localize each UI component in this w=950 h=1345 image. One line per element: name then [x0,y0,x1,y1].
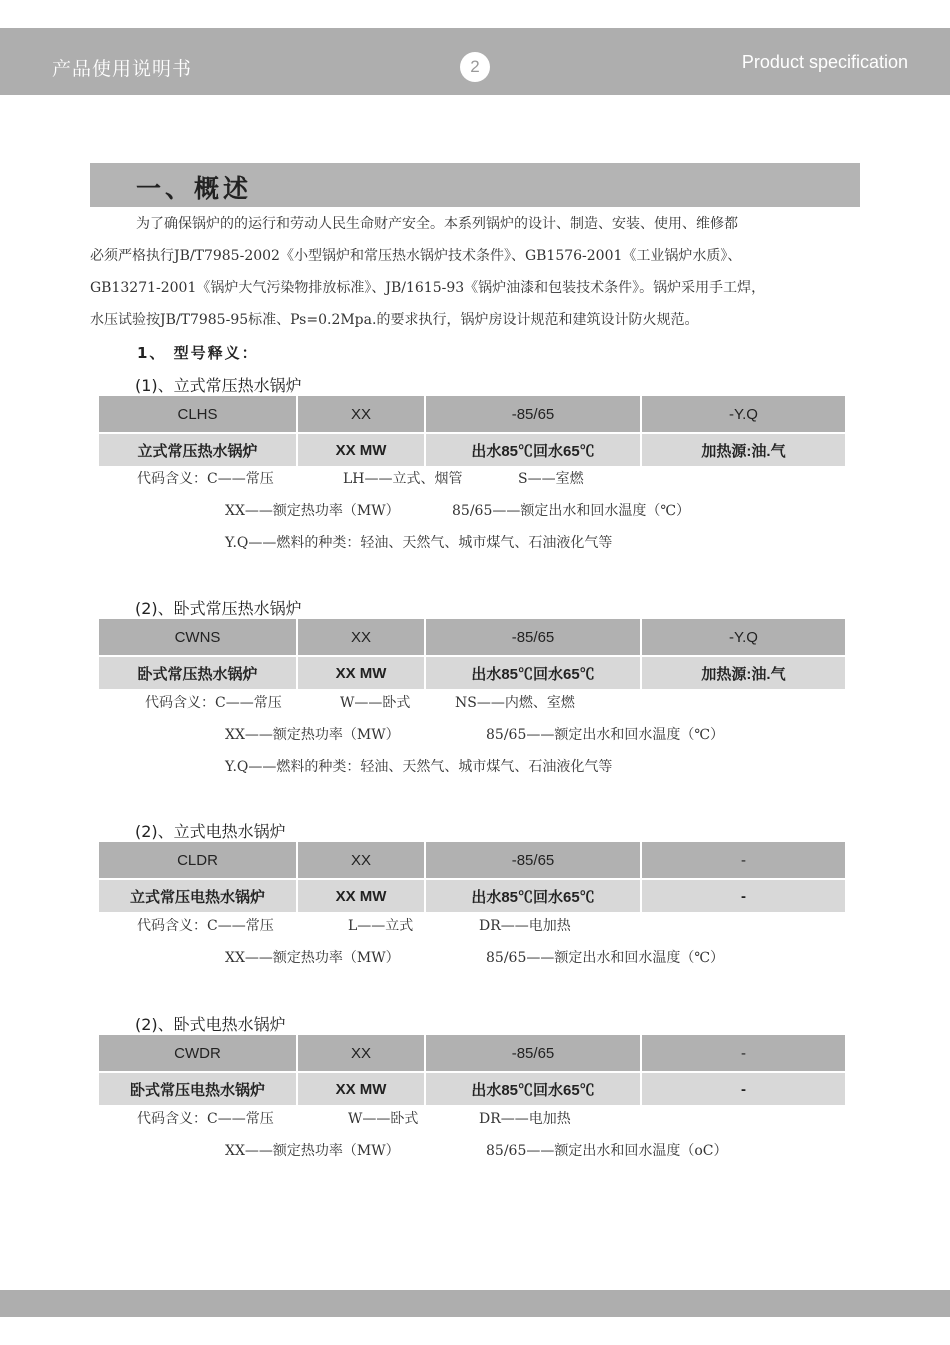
code-legend: L——立式 [348,918,414,934]
intro-line: 为了确保锅炉的的运行和劳动人民生命财产安全。本系列锅炉的设计、制造、安装、使用、维修都 [136,216,738,232]
model-table [99,619,845,689]
meaning-row [99,879,845,912]
meaning-cell: XX MW [297,433,425,466]
meaning-cell: XX MW [297,656,425,689]
code-legend: Y.Q——燃料的种类：轻油、天然气、城市煤气、石油液化气等 [225,759,613,775]
intro-paragraph [90,208,860,336]
code-legend: 85/65——额定出水和回水温度（℃） [486,727,725,743]
code-legend: 85/65——额定出水和回水温度（℃） [486,950,725,966]
meaning-cell: 立式常压热水锅炉 [99,433,297,466]
code-cell: XX [297,842,425,879]
code-legend: LH——立式、烟管 [343,471,463,487]
code-cell: -85/65 [425,619,641,656]
code-cell: -85/65 [425,1035,641,1072]
code-legend: DR——电加热 [479,1111,571,1127]
code-legend: XX——额定热功率（MW） [225,950,400,966]
meaning-cell: 出水85℃回水65℃ [425,656,641,689]
meaning-cell: XX MW [297,1072,425,1105]
code-cell: -85/65 [425,842,641,879]
code-legend: 代码含义：C——常压 [137,471,274,487]
meaning-cell: - [641,1072,845,1105]
model-title: (1)、立式常压热水锅炉 [135,376,302,395]
code-legend: W——卧式 [340,695,411,711]
meaning-row [99,656,845,689]
spec-title: Product specification [741,52,908,72]
meaning-cell: XX MW [297,879,425,912]
meaning-cell: 出水85℃回水65℃ [425,433,641,466]
model-table [99,842,845,912]
code-legend: 代码含义：C——常压 [145,695,282,711]
code-legend: 代码含义：C——常压 [137,918,274,934]
code-legend: Y.Q——燃料的种类：轻油、天然气、城市煤气、石油液化气等 [225,535,613,551]
code-legend: NS——内燃、室燃 [455,695,575,711]
code-legend: XX——额定热功率（MW） [225,727,400,743]
code-legend: 代码含义：C——常压 [137,1111,274,1127]
meaning-cell: 卧式常压热水锅炉 [99,656,297,689]
code-cell: XX [297,396,425,433]
intro-line: GB13271-2001《锅炉大气污染物排放标准》、JB/1615-93《锅炉油漆和包装技术条件》。锅炉采用手工焊， [90,280,766,296]
code-cell: -85/65 [425,396,641,433]
code-legend: 85/65——额定出水和回水温度（oC） [486,1143,728,1159]
code-legend: XX——额定热功率（MW） [225,503,400,519]
intro-line: 水压试验按JB/T7985-95标准、Ps=0.2Mpa.的要求执行，锅炉房设计规范和建筑设计防火规范。 [90,312,699,328]
meaning-cell: 加热源:油.气 [641,433,845,466]
code-row [99,396,845,433]
manual-title: 产品使用说明书 [52,58,193,80]
meaning-cell: 立式常压电热水锅炉 [99,879,297,912]
model-table [99,1035,845,1105]
model-title: (2)、卧式电热水锅炉 [135,1015,286,1034]
model-title: (2)、卧式常压热水锅炉 [135,599,302,618]
code-cell: CWNS [99,619,297,656]
code-legend: 85/65——额定出水和回水温度（℃） [452,503,691,519]
code-cell: XX [297,619,425,656]
code-legend: W——卧式 [348,1111,419,1127]
page-number-badge: 2 [460,52,490,82]
code-cell: CLDR [99,842,297,879]
section-heading-band [90,163,860,207]
code-legend: DR——电加热 [479,918,571,934]
code-row [99,619,845,656]
meaning-cell: - [641,879,845,912]
code-cell: - [641,842,845,879]
code-cell: - [641,1035,845,1072]
code-legend: S——室燃 [518,471,584,487]
meaning-row [99,1072,845,1105]
meaning-cell: 卧式常压电热水锅炉 [99,1072,297,1105]
model-title: (2)、立式电热水锅炉 [135,822,286,841]
page-header [0,28,950,95]
code-cell: -Y.Q [641,396,845,433]
code-cell: CWDR [99,1035,297,1072]
model-table [99,396,845,466]
code-legend: XX——额定热功率（MW） [225,1143,400,1159]
code-cell: -Y.Q [641,619,845,656]
meaning-cell: 出水85℃回水65℃ [425,879,641,912]
code-row [99,842,845,879]
page-footer-band [0,1290,950,1317]
code-cell: CLHS [99,396,297,433]
code-cell: XX [297,1035,425,1072]
intro-line: 必须严格执行JB/T7985-2002《小型锅炉和常压热水锅炉技术条件》、GB1576-2001《工业锅炉水质》、 [90,248,742,264]
model-explanation-heading: 1、 型号释义： [137,344,259,362]
meaning-row [99,433,845,466]
code-row [99,1035,845,1072]
meaning-cell: 加热源:油.气 [641,656,845,689]
meaning-cell: 出水85℃回水65℃ [425,1072,641,1105]
section-title: 一、概述 [136,174,253,203]
